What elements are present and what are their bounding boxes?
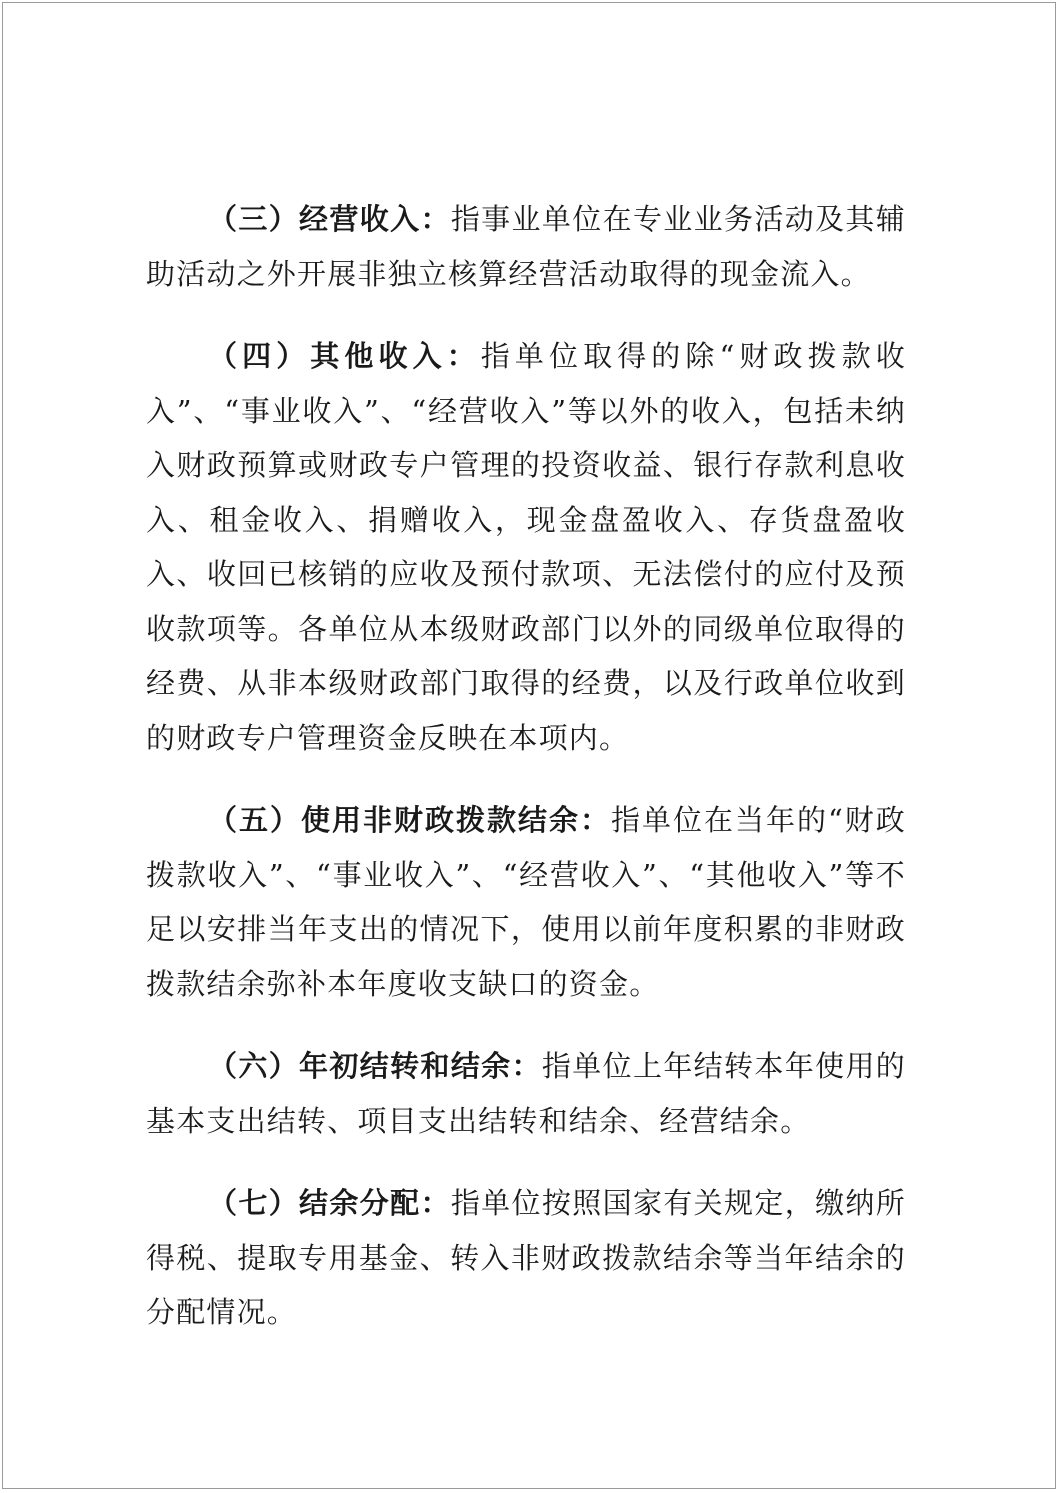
paragraph-heading: （五）使用非财政拨款结余： (208, 803, 611, 837)
paragraph-other-income (146, 329, 906, 765)
paragraph-text: 指单位按照国家有关规定，缴纳所得税、提取专用基金、转入非财政拨款结余等当年结余的分配情况。 (146, 1186, 906, 1329)
paragraph-heading: （三）经营收入： (208, 202, 451, 236)
paragraph-non-fiscal-surplus (146, 793, 906, 1011)
paragraph-heading: （六）年初结转和结余： (208, 1049, 542, 1083)
paragraph-text: 指单位上年结转本年使用的基本支出结转、项目支出结转和结余、经营结余。 (146, 1049, 907, 1138)
document-body (146, 192, 906, 1368)
paragraph-text: 指单位取得的除“财政拨款收入”、“事业收入”、“经营收入”等以外的收入，包括未纳入财政预算或财政专户管理的投资收益、银行存款利息收入、租金收入、捐赠收入，现金盘盈收入、存货盘盈收入、收回已核销的应收及预付款项、无法偿付的应付及预收款项等。各单位从本级财政部门以外的同级单位取得的经费、从非本级财政部门取得的经费，以及行政单位收到的财政专户管理资金反映在本项内。 (146, 339, 906, 755)
paragraph-heading: （四）其他收入： (208, 339, 481, 373)
paragraph-surplus-distribution (146, 1176, 906, 1340)
paragraph-text: 指单位在当年的“财政拨款收入”、“事业收入”、“经营收入”、“其他收入”等不足以安排当年支出的情况下，使用以前年度积累的非财政拨款结余弥补本年度收支缺口的资金。 (146, 803, 906, 1001)
paragraph-operating-income (146, 192, 906, 301)
paragraph-text: 指事业单位在专业业务活动及其辅助活动之外开展非独立核算经营活动取得的现金流入。 (146, 202, 906, 291)
document-page (2, 2, 1056, 1489)
paragraph-opening-carryover (146, 1039, 906, 1148)
paragraph-heading: （七）结余分配： (208, 1186, 451, 1220)
